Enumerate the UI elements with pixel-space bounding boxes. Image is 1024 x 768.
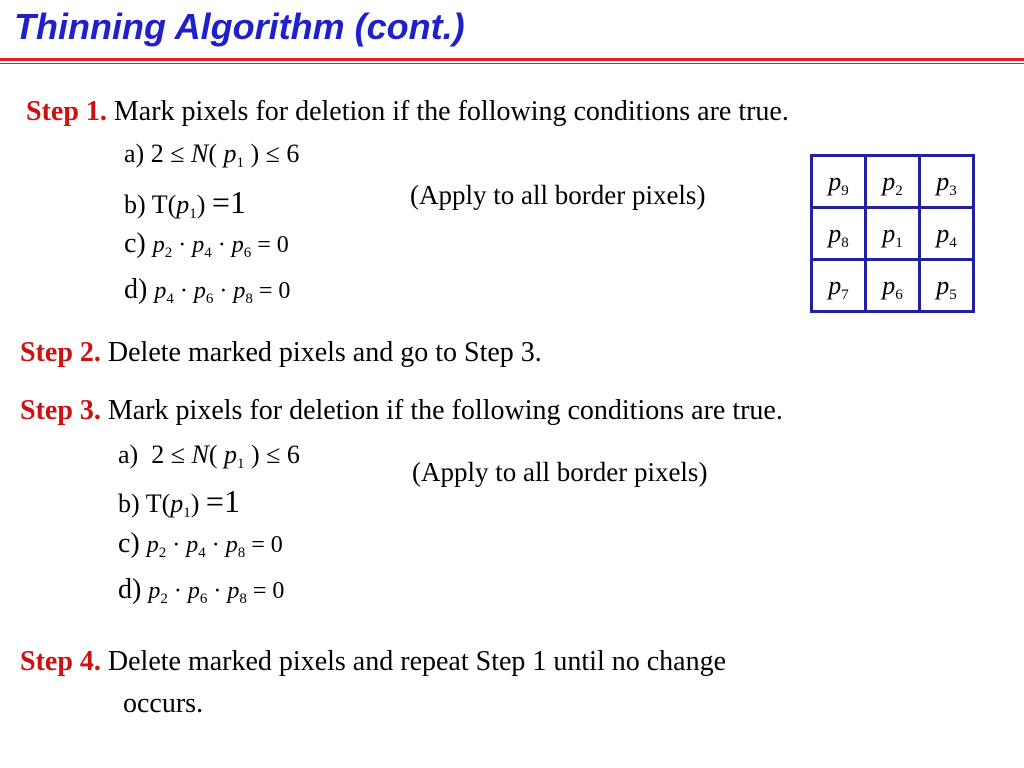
grid-cell-p1: $p_1$ [866,208,920,260]
title-divider-thin [0,63,1024,64]
grid-cell-p5: $p_5$ [920,260,974,312]
condition-a-label: a) [124,139,145,168]
step2-text: Delete marked pixels and go to Step 3. [107,337,542,368]
grid-cell-p4: $p_4$ [920,208,974,260]
condition-a-label: a) [118,440,139,469]
step3-text: Mark pixels for deletion if the following conditions are true. [107,395,783,426]
condition-b-label: b) T( [124,190,177,219]
step1-text: Mark pixels for deletion if the following conditions are true. [113,96,789,127]
step3-apply-note: (Apply to all border pixels) [412,457,708,487]
step3-condition-d: d) $p_2 \cdot p_6 \cdot p_8 = 0$ [118,574,285,607]
grid-cell-p9: $p_9$ [812,156,866,208]
step1-condition-a: a) 2 ≤ N( $p_1$ ) ≤ 6 [124,139,300,171]
slide-title: Thinning Algorithm (cont.) [14,6,465,47]
condition-c-label: c) [118,528,140,559]
step3-label: Step 3. [20,395,101,426]
step1-apply-note: (Apply to all border pixels) [410,180,706,210]
grid-cell-p8: $p_8$ [812,208,866,260]
step4-label: Step 4. [20,646,101,677]
grid-cell-p7: $p_7$ [812,260,866,312]
step1-condition-c: c) $p_2 \cdot p_4 \cdot p_6 = 0$ [124,228,289,261]
step1-condition-b: b) $T(p_1) =1$ [124,184,246,222]
step3-condition-c: c) $p_2 \cdot p_4 \cdot p_8 = 0$ [118,528,283,561]
grid-cell-p3: $p_3$ [920,156,974,208]
grid-cell-p2: $p_2$ [866,156,920,208]
condition-d-label: d) [124,274,148,305]
step3-line [20,395,783,427]
grid-cell-p6: $p_6$ [866,260,920,312]
condition-d-label: d) [118,574,142,605]
step4-text-continued: occurs. [123,688,204,719]
step1-label: Step 1. [26,96,107,127]
step3-condition-a: a) 2 ≤ N( $p_1$ ) ≤ 6 [118,440,300,472]
step4-line [20,646,726,678]
neighborhood-grid [810,154,975,313]
step3-condition-b: b) $T(p_1) =1$ [118,483,240,521]
step2-label: Step 2. [20,337,101,368]
title-divider [0,58,1024,61]
condition-c-label: c) [124,228,146,259]
step1-line [26,96,789,128]
step1-condition-d: d) $p_4 \cdot p_6 \cdot p_8 = 0$ [124,274,291,307]
step2-line [20,337,542,369]
condition-b-label: b) T( [118,489,171,518]
step4-text: Delete marked pixels and repeat Step 1 until no change [107,646,727,677]
